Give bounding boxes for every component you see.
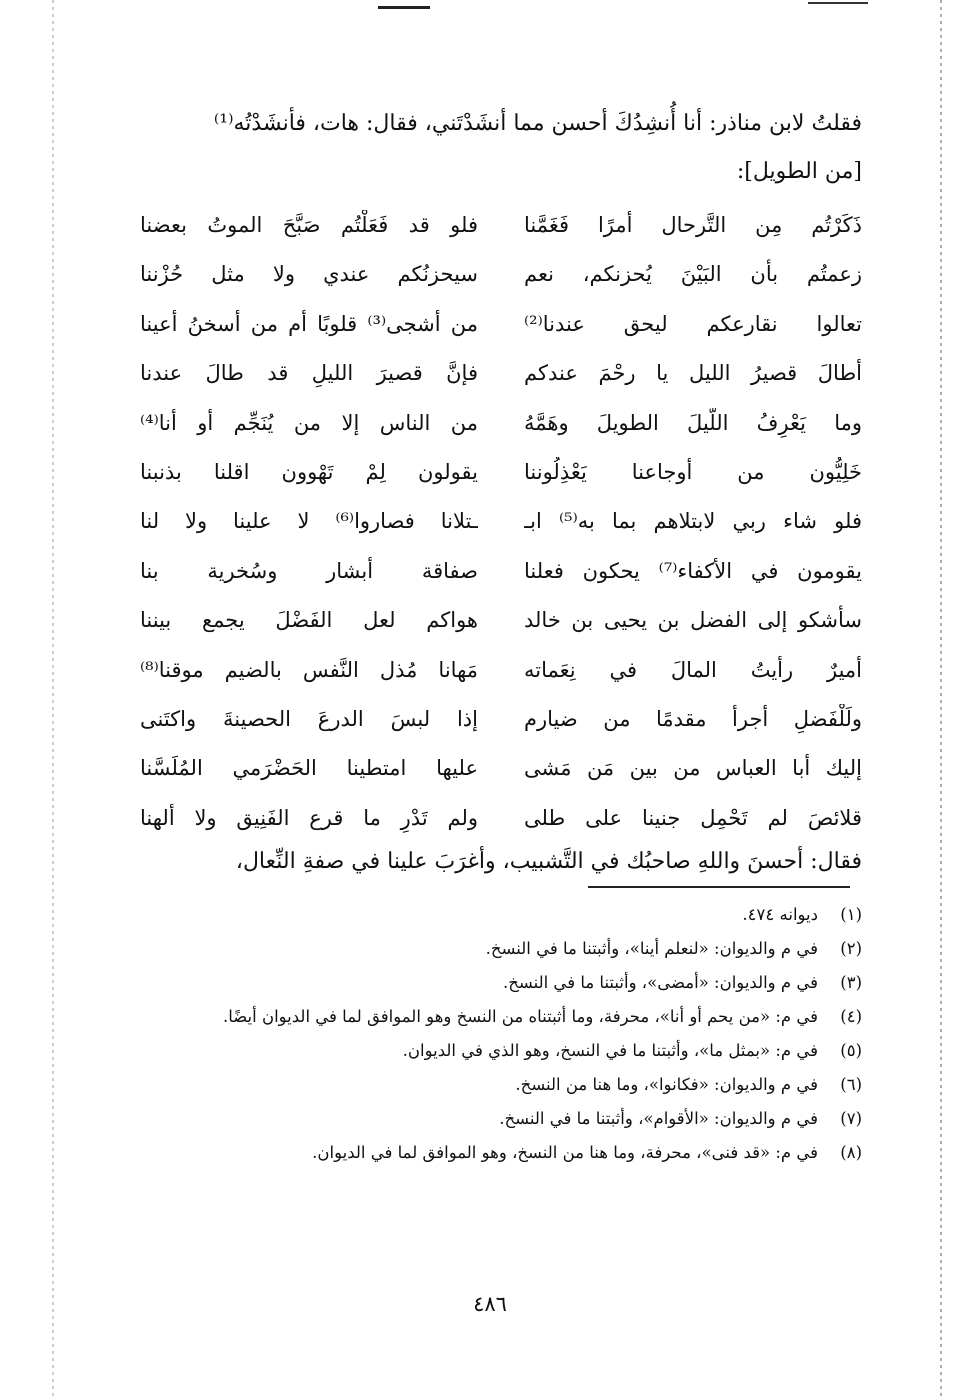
- footnote-text: في م: «بمثل ما»، وأثبتنا ما في النسخ، وهو الذي في الديوان.: [402, 1041, 818, 1060]
- verse-first-hemistich: يقومون في الأكفاء⁽⁷⁾ يحكون فعلنا: [524, 558, 862, 583]
- footnote: [142, 1140, 862, 1166]
- footnote: [142, 1106, 862, 1132]
- verse-first-hemistich: خَلِيُّون من أوجاعنا يَعْذِلُوننا: [524, 459, 862, 484]
- header-mark-right: [808, 2, 868, 4]
- footnote: [142, 1072, 862, 1098]
- verse-line: [140, 700, 862, 749]
- page-number: ٤٨٦: [473, 1292, 507, 1316]
- verse-first-hemistich: زعمتُم بأن البَيْنَ يُحزنكم، نعم: [524, 262, 862, 287]
- verse-second-hemistich: ـتلانا فصاروا⁽⁶⁾ لا علينا ولا لنا: [140, 509, 478, 534]
- verse-line: [140, 206, 862, 255]
- closing-line: فقال: أحسنَ واللهِ صاحبُك في التَّشبيب، وأغرَبَ علينا في صفةِ النِّعال،: [235, 849, 862, 874]
- footnote-number: (٣): [840, 973, 862, 992]
- verse-first-hemistich: قلائصَ لم تَحْمِل جنينا على طلى: [524, 805, 862, 830]
- verse-second-hemistich: مَهانا مُذل النَّفس بالضيم موقنا⁽⁸⁾: [140, 657, 478, 682]
- verse-line: [140, 601, 862, 650]
- verse-second-hemistich: صفاقة أبشار وسُخرية بنا: [140, 558, 478, 583]
- verse-line: [140, 305, 862, 354]
- verse-second-hemistich: ولم تَدْرِ ما قرع الفَنِيق ولا ألهنا: [140, 805, 478, 830]
- footnote-number: (٧): [840, 1109, 862, 1128]
- meter-line: [من الطويل]:: [736, 159, 862, 184]
- footnote-number: (٤): [840, 1007, 862, 1026]
- footnote-number: (٨): [840, 1143, 862, 1162]
- verse-second-hemistich: من أشجى⁽³⁾ قلوبًا أم من أسخنُ أعينا: [140, 311, 478, 336]
- verse-line: [140, 749, 862, 798]
- footnote-text: في م: «قد فنى»، محرفة، وما هنا من النسخ، وهو الموافق لما في الديوان.: [312, 1143, 818, 1162]
- verse-second-hemistich: سيحزنُكم عندي ولا مثل حُزْننا: [140, 262, 478, 287]
- verse-line: [140, 799, 862, 848]
- footnote-text: في م والديوان: «الأقوام»، وأثبتنا ما في النسخ.: [499, 1109, 818, 1128]
- footnotes: [142, 902, 862, 1174]
- verse-line: [140, 404, 862, 453]
- footnote: [142, 1004, 862, 1030]
- verse-second-hemistich: فإنَّ قصيرَ الليلِ قد طالَ عندنا: [140, 361, 478, 386]
- verse-second-hemistich: من الناس إلا من يُنَجِّم أو أنا⁽⁴⁾: [140, 410, 478, 435]
- verse-line: [140, 502, 862, 551]
- verse-second-hemistich: هواكم لعل الفَضْلَ يجمع بيننا: [140, 608, 478, 633]
- footnote-text: في م: «من يحم أو أنا»، محرفة، وما أثبتناه من النسخ وهو الموافق لما في الديوان أيضًا.: [222, 1007, 818, 1026]
- footnote-number: (٦): [840, 1075, 862, 1094]
- verse-first-hemistich: فلو شاء ربي لابتلاهم بما به⁽⁵⁾ ابـ: [524, 509, 862, 534]
- verse-second-hemistich: عليها امتطينا الحَضْرَمي المُلَسَّنا: [140, 756, 478, 781]
- footnote-text: في م والديوان: «لنعلم أينا»، وأثبتنا ما في النسخ.: [485, 939, 818, 958]
- footnote-number: (٢): [840, 939, 862, 958]
- footnote-text: في م والديوان: «فكانوا»، وما هنا من النسخ.: [515, 1075, 818, 1094]
- verse-line: [140, 255, 862, 304]
- footnote-number: (٥): [840, 1041, 862, 1060]
- verse-first-hemistich: تعالوا نقارعكم ليحق عندنا⁽²⁾: [524, 311, 862, 336]
- verse-second-hemistich: فلو قد فَعَلْتُم صَبَّحَ الموتُ بعضنا: [140, 213, 478, 237]
- footnote: [142, 1038, 862, 1064]
- verse-first-hemistich: إليك أبا العباس من بين مَن مَشى: [524, 756, 862, 781]
- footnote-separator: [588, 886, 850, 888]
- footnote: [142, 970, 862, 996]
- intro-line: فقلتُ لابن مناذر: أنا أُنشِدُكَ أحسن مما أنشَدْتَني، فقال: هات، فأنشَدْتُه⁽¹⁾: [213, 111, 862, 136]
- verse-line: [140, 453, 862, 502]
- verse-second-hemistich: إذا لبسَ الدرعَ الحصينةَ واكتَنى: [140, 706, 478, 731]
- verse-first-hemistich: أطالَ قصيرُ الليل يا رحْمَ عندكم: [524, 361, 862, 386]
- verse-line: [140, 354, 862, 403]
- verse-line: [140, 552, 862, 601]
- verse-first-hemistich: ذَكَرْتُم مِن التَّرحال أمرًا فَغَمَّنا: [524, 213, 862, 237]
- verse-first-hemistich: سأشكو إلى الفضل بن يحيى بن خالد: [524, 608, 862, 633]
- scan-edge-left: [52, 0, 54, 1399]
- footnote: [142, 902, 862, 928]
- scan-edge-right: [940, 0, 942, 1399]
- header-mark: [378, 6, 430, 9]
- footnote-number: (١): [840, 905, 862, 924]
- verse-first-hemistich: أميرٌ رأيتُ المالَ في نِعَماته: [524, 657, 862, 682]
- verse-first-hemistich: ولَلْفَضلِ أجرأ مقدمًا من ضيارم: [524, 706, 862, 731]
- verse-second-hemistich: يقولون لِمْ تَهْوون اقلنا بذنبنا: [140, 459, 478, 484]
- footnote: [142, 936, 862, 962]
- footnote-text: في م والديوان: «أمضى»، وأثبتنا ما في النسخ.: [502, 973, 818, 992]
- verse-line: [140, 651, 862, 700]
- poem: [140, 206, 862, 848]
- footnote-text: ديوانه ٤٧٤.: [742, 905, 818, 924]
- verse-first-hemistich: وما يَعْرِفُ اللَّيلَ الطويلَ وهَمَّهُ: [524, 410, 862, 435]
